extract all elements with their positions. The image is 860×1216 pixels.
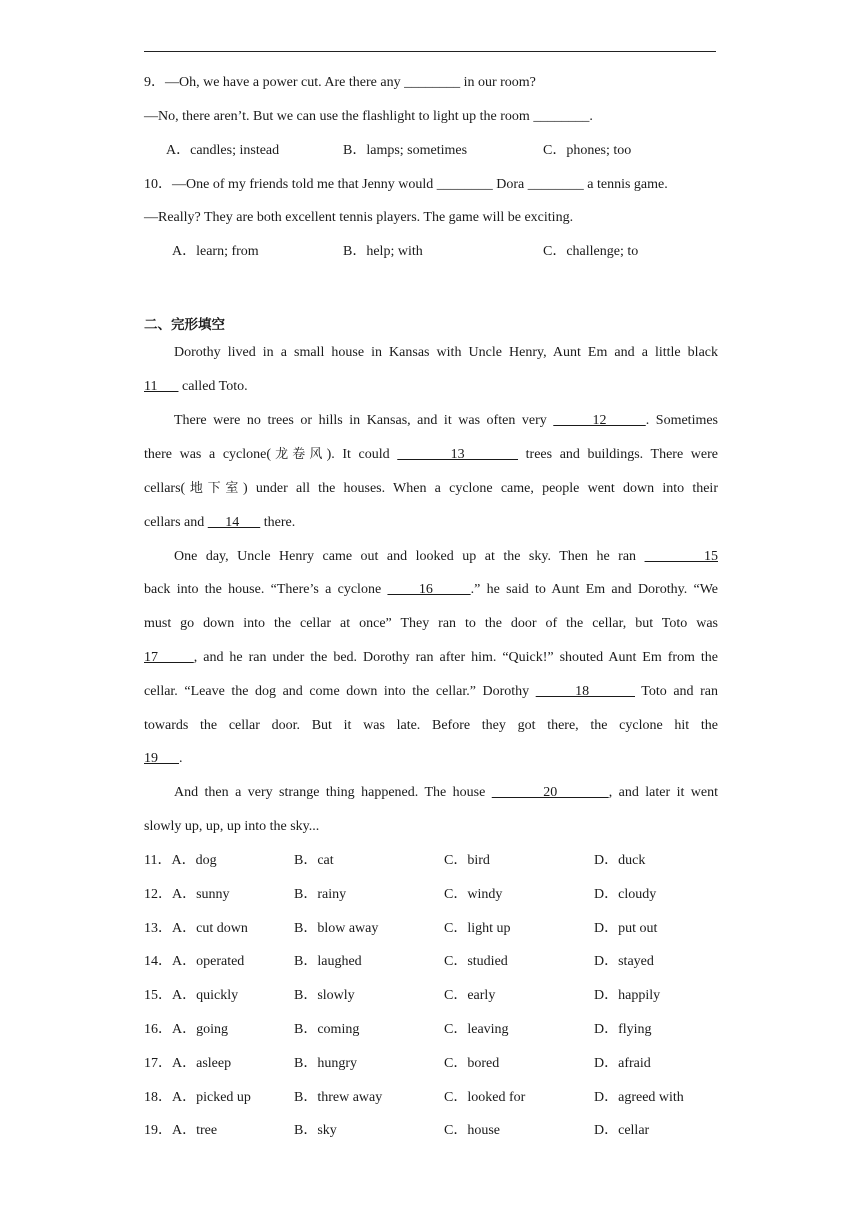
passage-line: cellars(地下室) under all the houses. When a cyclone came, people went down into their (144, 481, 718, 496)
passage-line: must go down into the cellar at once” They ran to the door of the cellar, but Toto was (144, 616, 718, 631)
passage-line: towards the cellar door. But it was late. Before they got there, the cyclone hit the (144, 718, 718, 733)
q9-option-c: C．phones; too (543, 143, 632, 158)
passage-line: There were no trees or hills in Kansas, and it was often very 12 . Sometimes (174, 413, 718, 428)
section-heading: 二、完形填空 (144, 317, 225, 333)
blank-16: 16 (387, 582, 471, 597)
choice-number-option-a: 13．A．cut down (144, 921, 248, 936)
blank-12: 12 (553, 413, 646, 428)
choice-option-b: B．hungry (294, 1056, 357, 1071)
header-rule (144, 51, 716, 52)
choice-option-b: B．rainy (294, 887, 347, 902)
choice-option-c: C．looked for (444, 1090, 526, 1105)
choice-option-b: B．coming (294, 1022, 360, 1037)
choice-option-c: C．leaving (444, 1022, 509, 1037)
blank-20: 20 (491, 785, 609, 800)
blank-13: 13 (397, 447, 519, 462)
choice-option-c: C．studied (444, 954, 508, 969)
choice-option-b: B．threw away (294, 1090, 383, 1105)
choice-option-c: C．bored (444, 1056, 500, 1071)
blank-11: 11 (144, 379, 179, 394)
passage-line: there was a cyclone(龙卷风). It could 13 trees and buildings. There were (144, 447, 718, 462)
q10-option-c: C．challenge; to (543, 244, 639, 259)
choice-option-b: B．laughed (294, 954, 362, 969)
choice-number-option-a: 18．A．picked up (144, 1090, 251, 1105)
blank-19: 19 (144, 751, 179, 766)
choice-option-b: B．sky (294, 1123, 337, 1138)
choice-number-option-a: 17．A．asleep (144, 1056, 232, 1071)
choice-option-c: C．house (444, 1123, 500, 1138)
choice-option-d: D．happily (594, 988, 661, 1003)
choice-option-d: D．stayed (594, 954, 654, 969)
blank-15: 15 (644, 549, 718, 564)
passage-line: cellar. “Leave the dog and come down into the cellar.” Dorothy 18 Toto and ran (144, 684, 718, 699)
choice-option-d: D．agreed with (594, 1090, 684, 1105)
choice-option-d: D．cloudy (594, 887, 657, 902)
blank-14: 14 (207, 515, 261, 530)
passage-line: One day, Uncle Henry came out and looked up at the sky. Then he ran 15 (174, 549, 718, 564)
q9-option-b: B．lamps; sometimes (343, 143, 468, 158)
choice-option-b: B．slowly (294, 988, 355, 1003)
choice-option-b: B．cat (294, 853, 334, 868)
choice-number-option-a: 19．A．tree (144, 1123, 218, 1138)
choice-number-option-a: 14．A．operated (144, 954, 245, 969)
passage-line: back into the house. “There’s a cyclone 16 .” he said to Aunt Em and Dorothy. “We (144, 582, 718, 597)
choice-option-d: D．put out (594, 921, 658, 936)
choice-option-d: D．cellar (594, 1123, 650, 1138)
passage-line: 17 , and he ran under the bed. Dorothy ran after him. “Quick!” shouted Aunt Em from the (144, 650, 718, 665)
passage-line: 19 . (144, 751, 183, 766)
passage-line: 11 called Toto. (144, 379, 248, 394)
q10-response: —Really? They are both excellent tennis players. The game will be exciting. (144, 210, 574, 225)
choice-number-option-a: 12．A．sunny (144, 887, 230, 902)
choice-option-c: C．bird (444, 853, 490, 868)
passage-line: Dorothy lived in a small house in Kansas with Uncle Henry, Aunt Em and a little black (174, 345, 718, 360)
choice-option-b: B．blow away (294, 921, 379, 936)
choice-option-d: D．afraid (594, 1056, 651, 1071)
blank-18: 18 (535, 684, 635, 699)
passage-line: slowly up, up, up into the sky... (144, 819, 320, 834)
choice-option-c: C．windy (444, 887, 503, 902)
q10-option-b: B．help; with (343, 244, 423, 259)
passage-line: cellars and 14 there. (144, 515, 296, 530)
q9-prompt: 9．—Oh, we have a power cut. Are there any ________ in our room? (144, 75, 536, 90)
choice-option-c: C．early (444, 988, 496, 1003)
passage-line: And then a very strange thing happened. The house 20 , and later it went (174, 785, 718, 800)
choice-number-option-a: 15．A．quickly (144, 988, 239, 1003)
choice-number-option-a: 16．A．going (144, 1022, 228, 1037)
q9-response: —No, there aren’t. But we can use the flashlight to light up the room ________. (144, 109, 593, 124)
blank-17: 17 (144, 650, 194, 665)
choice-option-d: D．duck (594, 853, 646, 868)
q9-option-a: A．candles; instead (166, 143, 280, 158)
q10-option-a: A．learn; from (172, 244, 259, 259)
q10-prompt: 10．—One of my friends told me that Jenny would ________ Dora ________ a tennis game. (144, 177, 668, 192)
choice-option-c: C．light up (444, 921, 511, 936)
choice-option-d: D．flying (594, 1022, 652, 1037)
choice-number-option-a: 11．A．dog (144, 853, 217, 868)
